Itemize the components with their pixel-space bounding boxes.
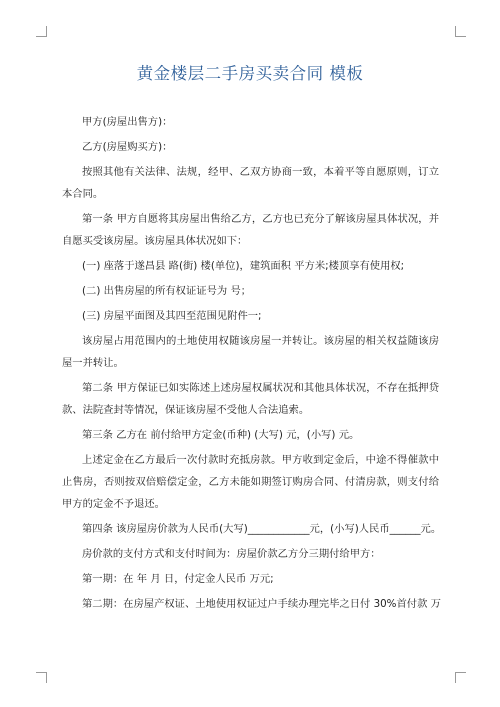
paragraph-payment-method: 房价款的支付方式和支付时间为：房屋价款乙方分三期付给甲方：	[82, 548, 381, 560]
paragraph-item-3: (三) 房屋平面图及其四至范围见附件一;	[82, 310, 262, 322]
paragraph-party-a: 甲方(房屋出售方)：	[82, 116, 173, 128]
paragraph-phase-1: 第一期：在 年 月 日，付定金人民币 万元;	[82, 573, 274, 585]
paragraph-article-2: 第二条 甲方保证已如实陈述上述房屋权属状况和其他具体状况，不存在抵押贷款、法院查封等情况，保证该房屋不受他人合法追索。	[62, 382, 439, 416]
paragraph-item-2: (二) 出售房屋的所有权证证号为 号；	[82, 285, 252, 297]
paragraph-article-1: 第一条 甲方自愿将其房屋出售给乙方，乙方也已充分了解该房屋具体状况，并自愿买受该房屋。该房屋具体状况如下：	[62, 213, 439, 247]
corner-mark-bottom-left	[36, 672, 47, 683]
document-title: 黄金楼层二手房买卖合同 模板	[136, 64, 364, 83]
corner-mark-bottom-right	[455, 672, 466, 683]
paragraph-phase-2: 第二期：在房屋产权证、土地使用权证过户手续办理完毕之日付 30%首付款 万	[82, 598, 441, 610]
paragraph-article-3: 第三条 乙方在 前付给甲方定金(币种) (大写) 元，(小写) 元。	[82, 429, 360, 441]
paragraph-party-b: 乙方(房屋购买方)：	[82, 141, 173, 153]
corner-mark-top-left	[36, 26, 47, 37]
paragraph-article-4: 第四条 该房屋房价款为人民币(大写)____________元，(小写)人民币______元。	[82, 523, 442, 535]
paragraph-land-use: 该房屋占用范围内的土地使用权随该房屋一并转让。该房屋的相关权益随该房屋一并转让。	[62, 335, 439, 369]
paragraph-item-1: (一) 座落于遂昌县 路(街) 楼(单位)，建筑面积 平方米;楼顶享有使用权;	[82, 260, 405, 272]
corner-mark-top-right	[455, 26, 466, 37]
paragraph-preamble: 按照其他有关法律、法规，经甲、乙双方协商一致，本着平等自愿原则，订立本合同。	[62, 166, 439, 200]
document-body	[62, 111, 442, 618]
paragraph-deposit: 上述定金在乙方最后一次付款时充抵房款。甲方收到定金后，中途不得催款中止售房，否则按双倍赔偿定金，乙方未能如期签订购房合同、付清房款，则支付给甲方的定金不予退还。	[62, 454, 439, 510]
